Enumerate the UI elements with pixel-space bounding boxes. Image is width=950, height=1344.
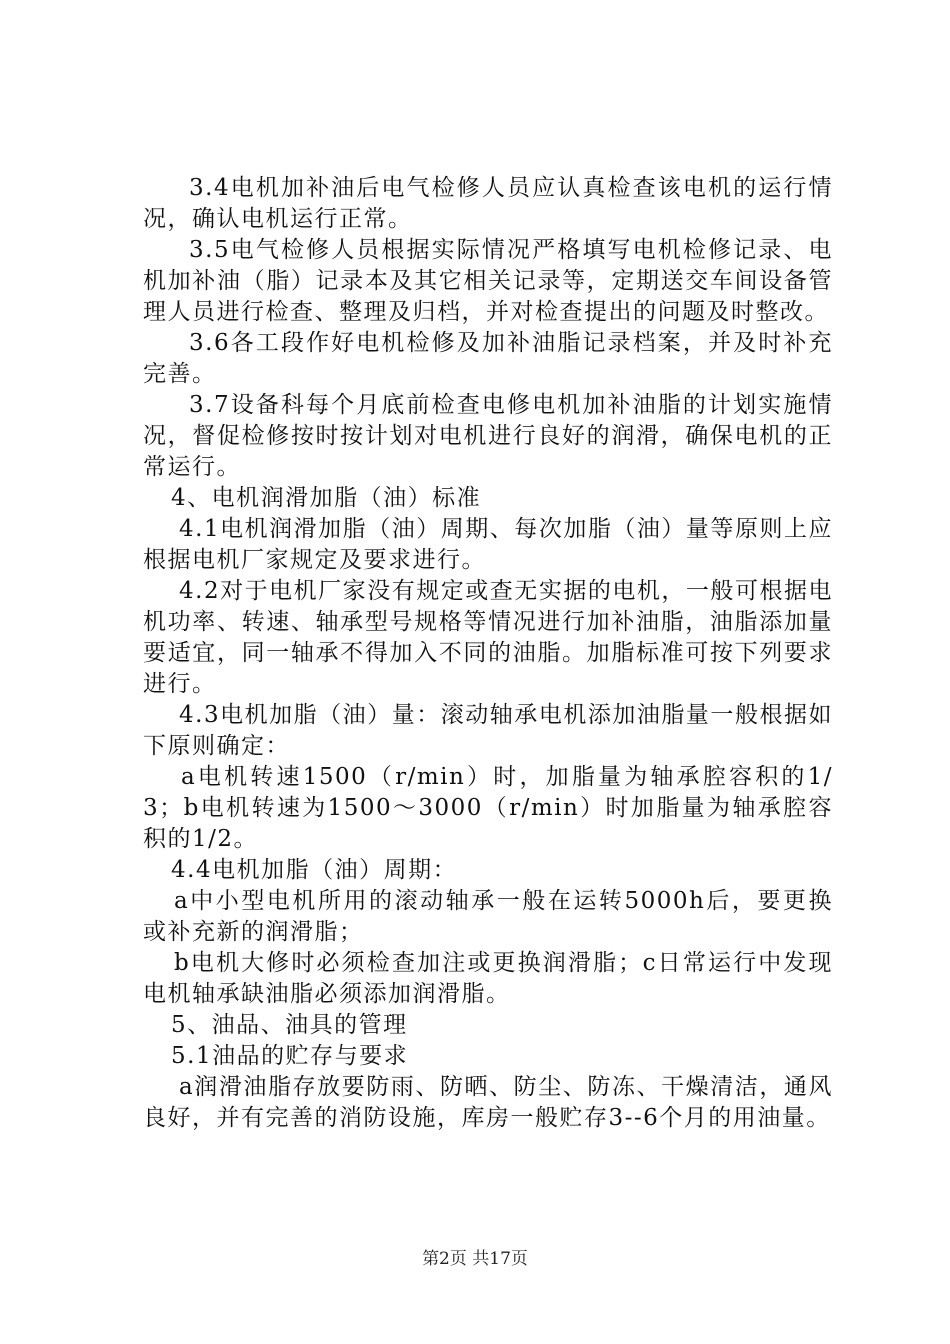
paragraph-3-5: 3.5电气检修人员根据实际情况严格填写电机检修记录、电机加补油（脂）记录本及其它相关记录等，定期送交车间设备管理人员进行检查、整理及归档，并对检查提出的问题及时整改。 [143, 237, 833, 325]
paragraph-4-3: 4.3电机加脂（油）量：滚动轴承电机添加油脂量一般根据如下原则确定： [143, 702, 833, 759]
paragraph-4-4-a: a中小型电机所用的滚动轴承一般在运转5000h后，要更换或补充新的润滑脂； [143, 888, 833, 945]
paragraph-4-4: 4.4电机加脂（油）周期： [171, 857, 458, 883]
paragraph-3-7: 3.7设备科每个月底前检查电修电机加补油脂的计划实施情况，督促检修按时按计划对电机进行良好的润滑，确保电机的正常运行。 [143, 392, 833, 480]
paragraph-5-1-a: a润滑油脂存放要防雨、防晒、防尘、防冻、干燥清洁，通风良好，并有完善的消防设施，库房一般贮存3--6个月的用油量。 [143, 1074, 833, 1131]
paragraph-3-4: 3.4电机加补油后电气检修人员应认真检查该电机的运行情况，确认电机运行正常。 [143, 175, 833, 232]
paragraph-4-3-a: a电机转速1500（r/min）时，加脂量为轴承腔容积的1/3；b电机转速为1500～3000（r/min）时加脂量为轴承腔容积的1/2。 [143, 764, 833, 852]
paragraph-4-2: 4.2对于电机厂家没有规定或查无实据的电机，一般可根据电机功率、转速、轴承型号规格等情况进行加补油脂，油脂添加量要适宜，同一轴承不得加入不同的油脂。加脂标准可按下列要求进行。 [143, 578, 833, 697]
paragraph-5-1: 5.1油品的贮存与要求 [171, 1043, 409, 1069]
paragraph-3-6: 3.6各工段作好电机检修及加补油脂记录档案，并及时补充完善。 [143, 330, 833, 387]
page-number-footer: 第2页 共17页 [422, 1249, 528, 1269]
section-heading-5: 5、油品、油具的管理 [171, 1012, 408, 1038]
document-body [143, 173, 833, 1134]
paragraph-4-4-b: b电机大修时必须检查加注或更换润滑脂；c日常运行中发现电机轴承缺油脂必须添加润滑脂。 [143, 950, 833, 1007]
paragraph-4-1: 4.1电机润滑加脂（油）周期、每次加脂（油）量等原则上应根据电机厂家规定及要求进行。 [143, 516, 833, 573]
section-heading-4: 4、电机润滑加脂（油）标准 [171, 485, 482, 511]
